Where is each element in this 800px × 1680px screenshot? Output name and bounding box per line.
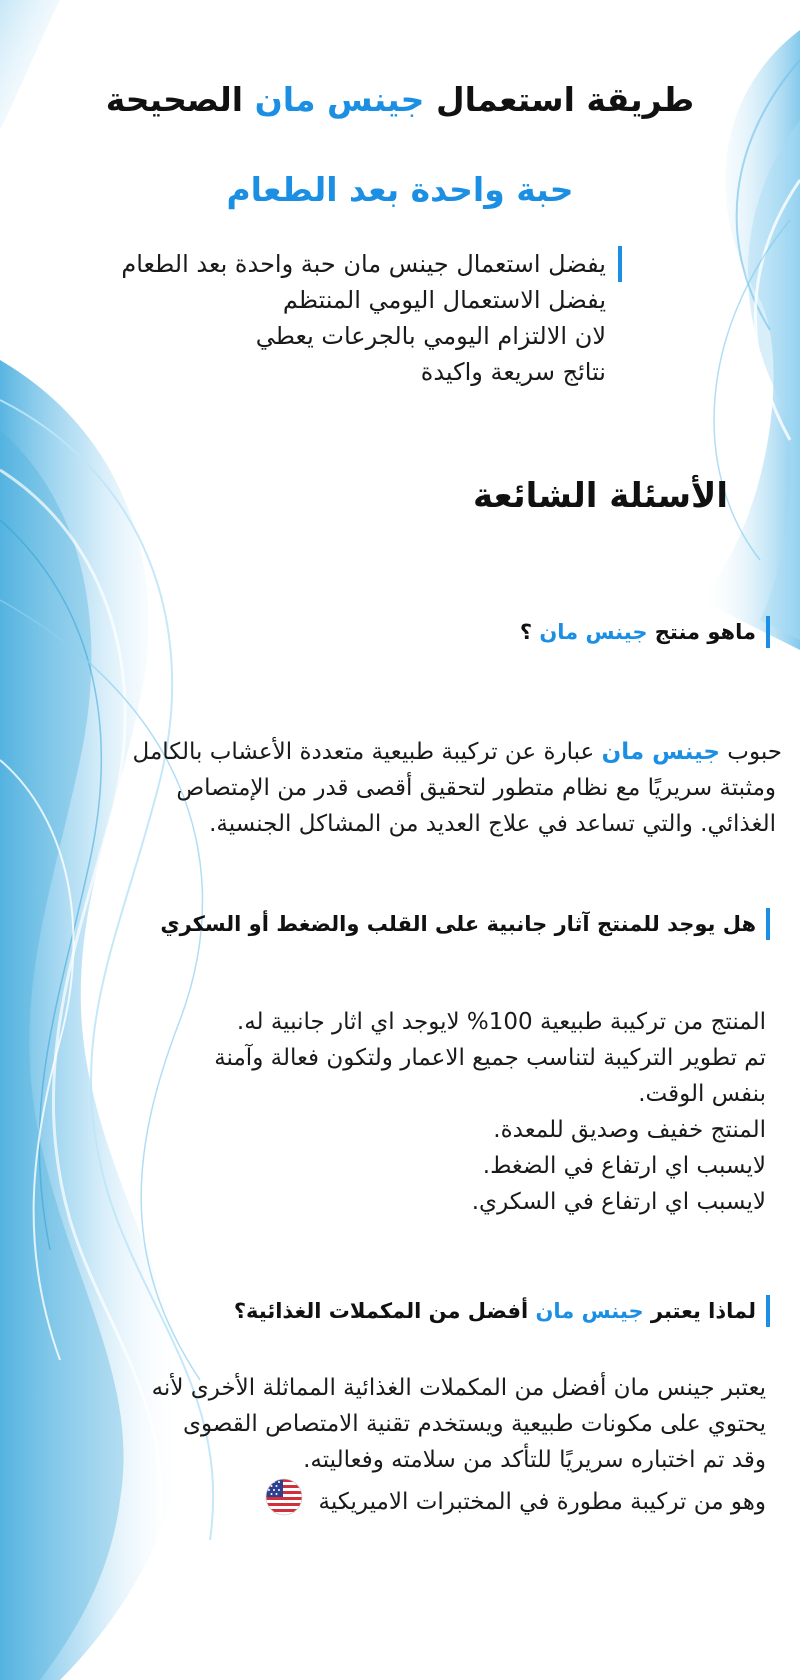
usage-subtitle: حبة واحدة بعد الطعام: [226, 170, 574, 209]
usage-line: يفضل استعمال جينس مان حبة واحدة بعد الطعام: [22, 246, 622, 282]
faq-question-2: [160, 908, 770, 940]
q1-product: جينس مان: [539, 620, 648, 644]
faq-answer-2: [66, 1004, 766, 1220]
a2-line: المنتج من تركيبة طبيعية 100% لايوجد اي اثار جانبية له.: [236, 1009, 766, 1035]
usage-line: لان الالتزام اليومي بالجرعات يعطي: [255, 322, 606, 350]
faq-question-3: [234, 1295, 770, 1327]
usage-instructions: [22, 246, 622, 390]
faq-answer-3: [26, 1370, 766, 1527]
a3-line: يعتبر جينس مان أفضل من المكملات الغذائية المماثلة الأخرى لأنه: [151, 1375, 766, 1401]
a3-line: وقد تم اختباره سريريًا للتأكد من سلامته وفعاليته.: [303, 1447, 766, 1473]
a1-line-3: الغذائي. والتي تساعد في علاج العديد من المشاكل الجنسية.: [209, 811, 776, 837]
a1-line-1: [22, 734, 782, 770]
a1-line1-part1: حبوب: [727, 739, 782, 765]
usage-title: [40, 80, 760, 119]
q3-part1: لماذا يعتبر: [650, 1299, 756, 1323]
a1-line1-part2: عبارة عن تركيبة طبيعية متعددة الأعشاب بالكامل: [132, 739, 595, 765]
a3-last-line-text: وهو من تركيبة مطورة في المختبرات الاميريكية: [318, 1489, 766, 1515]
faq-question-1: [520, 616, 770, 648]
a3-line: يحتوي على مكونات طبيعية ويستخدم تقنية الامتصاص القصوى: [182, 1411, 766, 1437]
usage-title-part2: الصحيحة: [105, 80, 244, 119]
a2-line: لايسبب اي ارتفاع في الضغط.: [482, 1153, 766, 1179]
us-flag-icon: [265, 1478, 303, 1527]
q2-text: هل يوجد للمنتج آثار جانبية على القلب والضغط أو السكري: [160, 912, 756, 936]
q3-part2: أفضل من المكملات الغذائية؟: [233, 1299, 529, 1323]
a2-line: لايسبب اي ارتفاع في السكري.: [471, 1189, 766, 1215]
usage-line: يفضل الاستعمال اليومي المنتظم: [282, 286, 606, 314]
a2-line: المنتج خفيف وصديق للمعدة.: [493, 1117, 766, 1143]
q1-part1: ماهو منتج: [654, 620, 756, 644]
usage-line: نتائج سريعة واكيدة: [420, 358, 606, 386]
q3-product: جينس مان: [535, 1299, 644, 1323]
a1-line-2: ومثبتة سريريًا مع نظام متطور لتحقيق أقصى قدر من الإمتصاص: [176, 775, 776, 801]
q1-part2: ؟: [519, 620, 533, 644]
a2-line: بنفس الوقت.: [638, 1081, 766, 1107]
usage-title-product: جينس مان: [254, 80, 425, 119]
a3-last-line: [26, 1478, 766, 1527]
faq-answer-1: [22, 734, 782, 842]
a2-line: تم تطوير التركيبة لتناسب جميع الاعمار ولتكون فعالة وآمنة: [214, 1045, 766, 1071]
faq-heading: الأسئلة الشائعة: [473, 476, 728, 516]
a1-product: جينس مان: [601, 739, 720, 765]
usage-title-part1: طريقة استعمال: [435, 80, 695, 119]
